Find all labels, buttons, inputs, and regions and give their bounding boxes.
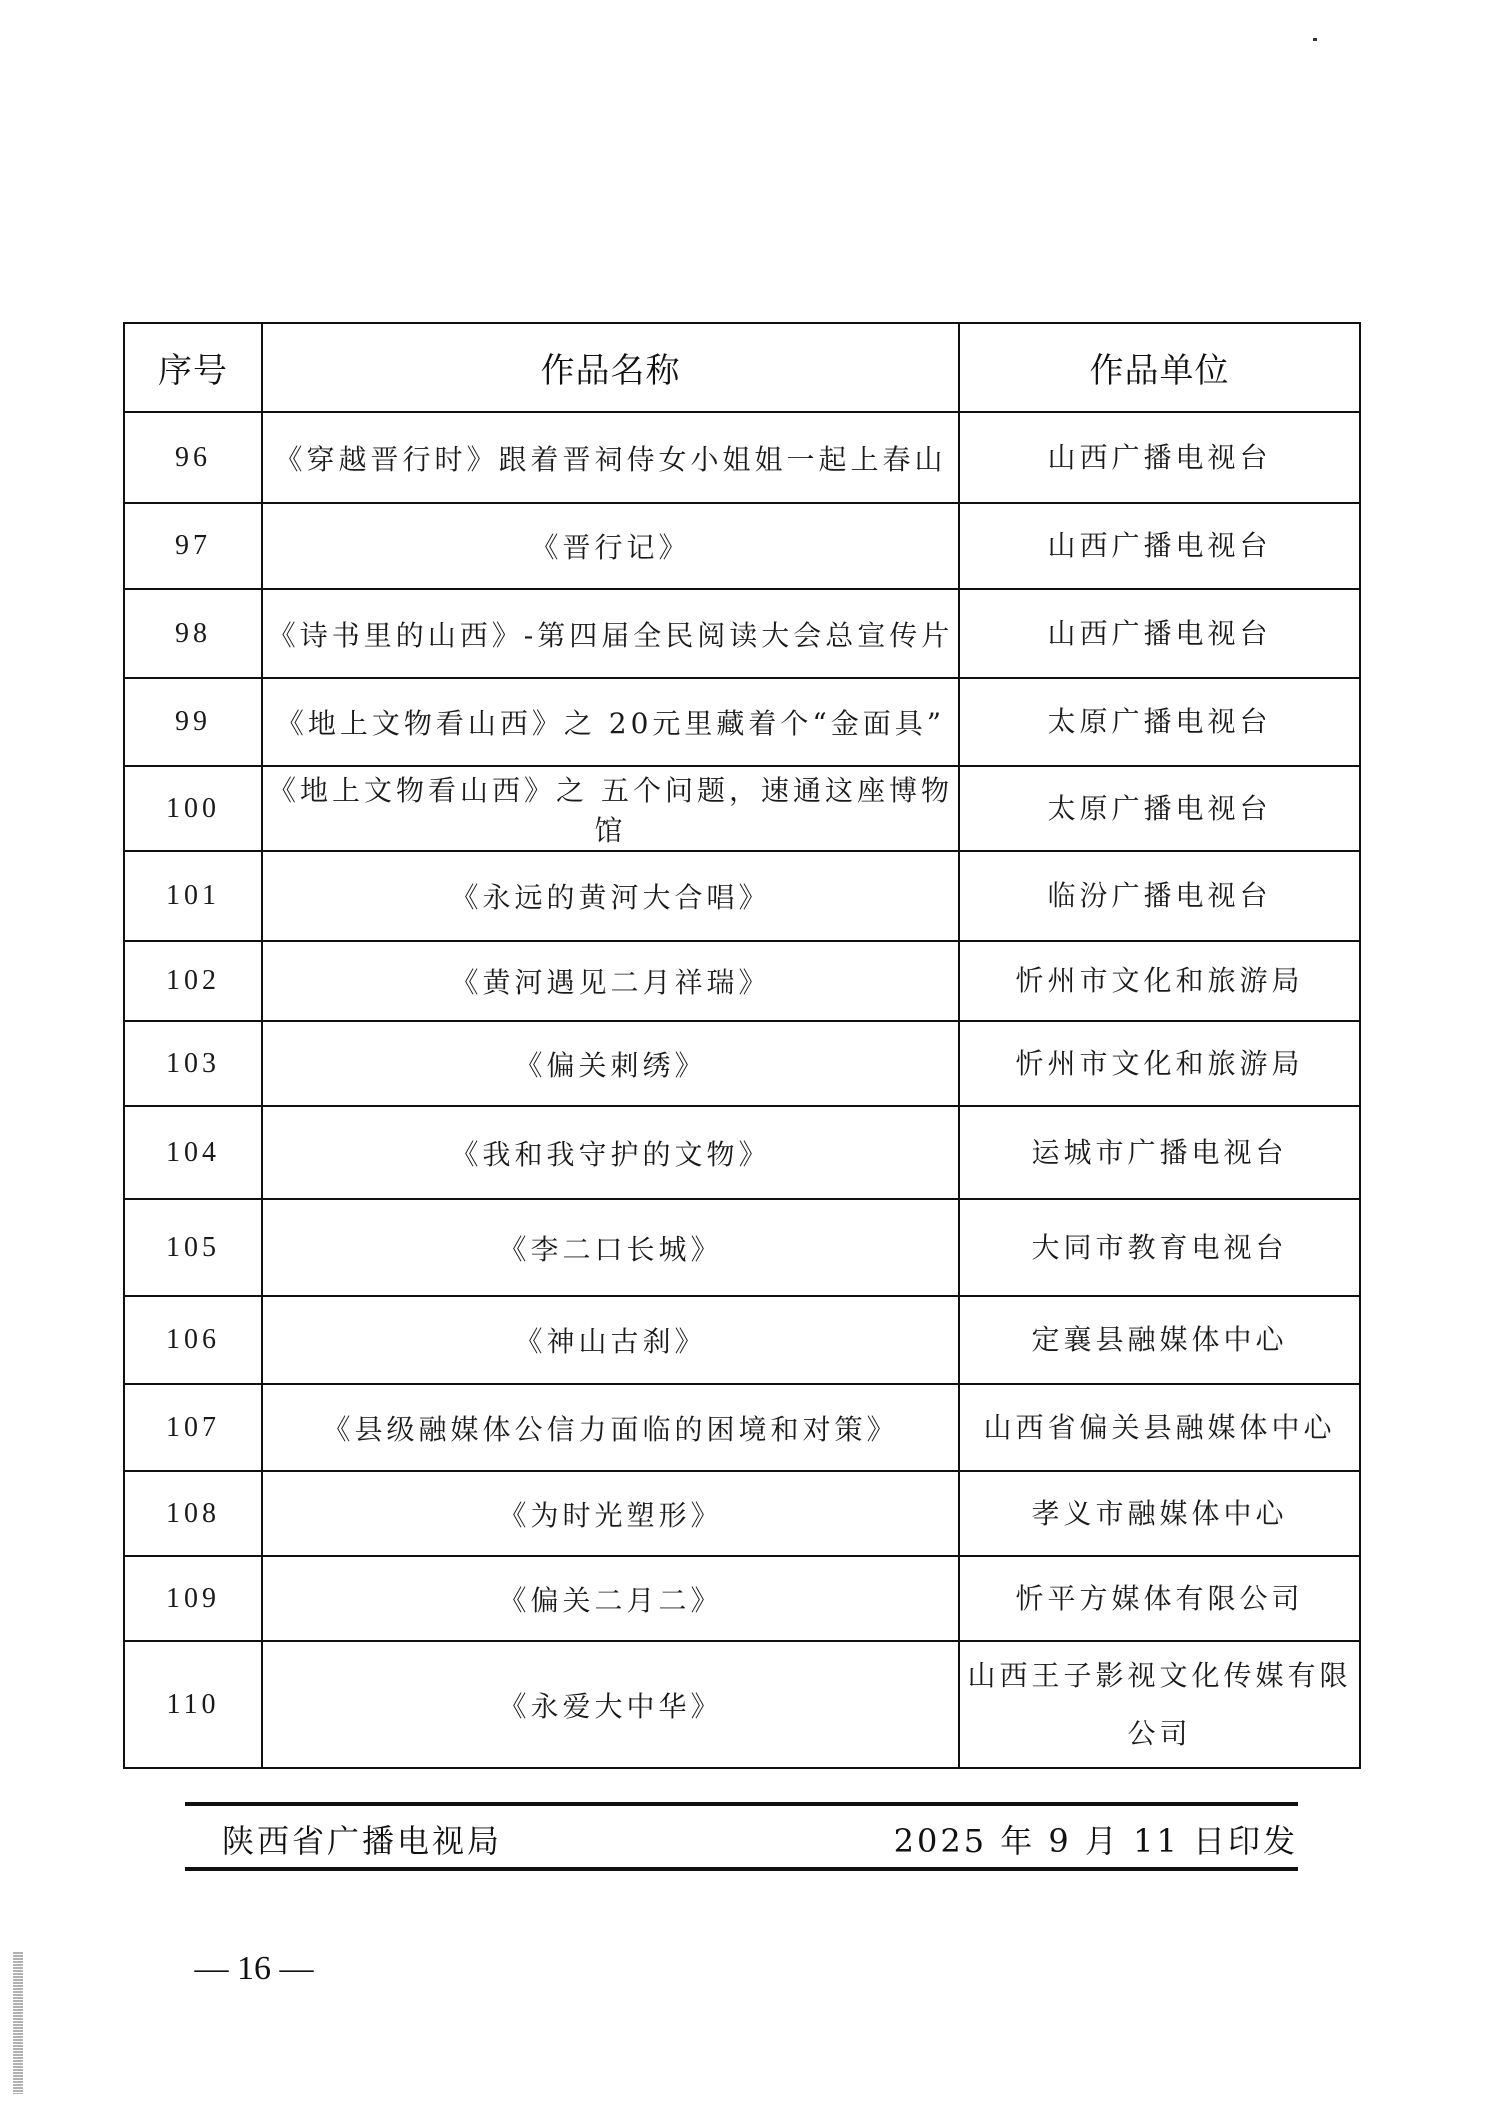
row-title: 《我和我守护的文物》 [262, 1106, 959, 1199]
scan-speck [1313, 38, 1317, 41]
row-unit: 山西广播电视台 [959, 412, 1360, 503]
scan-edge-artifact [13, 1952, 23, 2094]
table-row [124, 1641, 1360, 1768]
row-index: 106 [124, 1296, 262, 1384]
footer-issuer: 陕西省广播电视局 [222, 1822, 503, 1860]
row-title: 《穿越晋行时》跟着晋祠侍女小姐姐一起上春山 [262, 412, 959, 503]
row-index: 102 [124, 941, 262, 1021]
row-unit: 山西广播电视台 [959, 503, 1360, 589]
row-unit: 大同市教育电视台 [959, 1199, 1360, 1296]
header-index: 序号 [124, 323, 262, 412]
footer-top-rule [185, 1802, 1298, 1806]
row-index: 99 [124, 678, 262, 766]
table-row [124, 851, 1360, 941]
row-index: 98 [124, 589, 262, 678]
row-unit: 太原广播电视台 [959, 766, 1360, 851]
row-title: 《永远的黄河大合唱》 [262, 851, 959, 941]
footer-bottom-rule [185, 1867, 1298, 1871]
row-unit: 山西王子影视文化传媒有限公司 [959, 1641, 1360, 1768]
row-unit: 运城市广播电视台 [959, 1106, 1360, 1199]
table-row [124, 1199, 1360, 1296]
row-title: 《神山古刹》 [262, 1296, 959, 1384]
row-title: 《晋行记》 [262, 503, 959, 589]
row-index: 103 [124, 1021, 262, 1106]
row-unit: 忻平方媒体有限公司 [959, 1556, 1360, 1641]
table-row [124, 503, 1360, 589]
table-row [124, 1384, 1360, 1471]
row-index: 109 [124, 1556, 262, 1641]
table-header-row [124, 323, 1360, 412]
row-title: 《永爱大中华》 [262, 1641, 959, 1768]
awards-table [123, 322, 1361, 1769]
row-index: 101 [124, 851, 262, 941]
row-title: 《地上文物看山西》之 五个问题，速通这座博物馆 [262, 766, 959, 851]
row-title: 《地上文物看山西》之 20元里藏着个“金面具” [262, 678, 959, 766]
table-row [124, 1296, 1360, 1384]
row-title: 《偏关刺绣》 [262, 1021, 959, 1106]
row-unit: 忻州市文化和旅游局 [959, 1021, 1360, 1106]
row-title: 《黄河遇见二月祥瑞》 [262, 941, 959, 1021]
row-index: 97 [124, 503, 262, 589]
row-index: 107 [124, 1384, 262, 1471]
table-row [124, 1556, 1360, 1641]
header-title: 作品名称 [262, 323, 959, 412]
table-row [124, 412, 1360, 503]
row-index: 108 [124, 1471, 262, 1556]
table-row [124, 941, 1360, 1021]
row-title: 《偏关二月二》 [262, 1556, 959, 1641]
table-row [124, 678, 1360, 766]
row-unit: 临汾广播电视台 [959, 851, 1360, 941]
row-unit: 太原广播电视台 [959, 678, 1360, 766]
page-number: — 16 — [194, 1950, 314, 1987]
table-row [124, 1471, 1360, 1556]
row-index: 110 [124, 1641, 262, 1768]
row-unit: 忻州市文化和旅游局 [959, 941, 1360, 1021]
table-row [124, 766, 1360, 851]
row-title: 《李二口长城》 [262, 1199, 959, 1296]
header-unit: 作品单位 [959, 323, 1360, 412]
row-index: 104 [124, 1106, 262, 1199]
row-title: 《诗书里的山西》-第四届全民阅读大会总宣传片 [262, 589, 959, 678]
row-unit: 山西广播电视台 [959, 589, 1360, 678]
table-row [124, 589, 1360, 678]
row-unit: 山西省偏关县融媒体中心 [959, 1384, 1360, 1471]
row-index: 100 [124, 766, 262, 851]
row-title: 《为时光塑形》 [262, 1471, 959, 1556]
table-row [124, 1106, 1360, 1199]
table-row [124, 1021, 1360, 1106]
row-unit: 孝义市融媒体中心 [959, 1471, 1360, 1556]
footer-date: 2025 年 9 月 11 日印发 [893, 1822, 1298, 1860]
row-index: 96 [124, 412, 262, 503]
row-title: 《县级融媒体公信力面临的困境和对策》 [262, 1384, 959, 1471]
row-unit: 定襄县融媒体中心 [959, 1296, 1360, 1384]
row-index: 105 [124, 1199, 262, 1296]
